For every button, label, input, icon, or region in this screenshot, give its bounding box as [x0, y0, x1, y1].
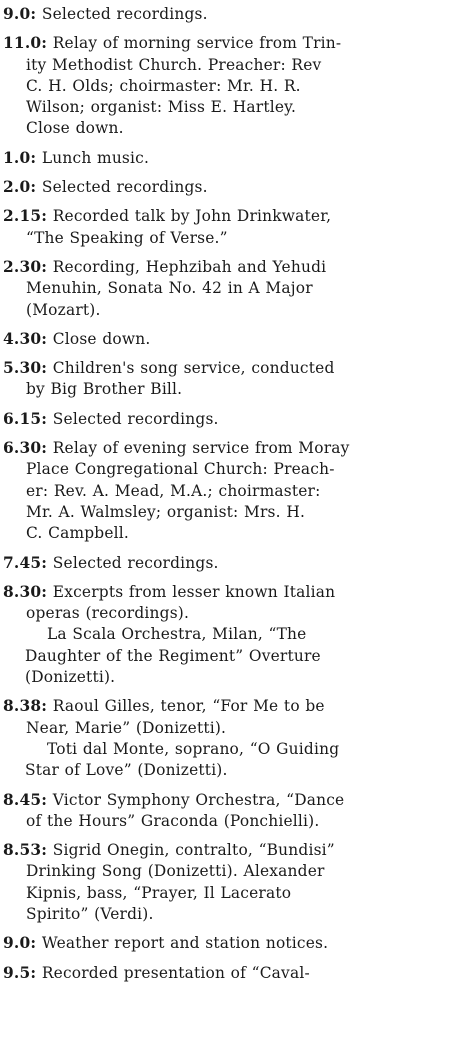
entry-line: Spirito” (Verdi).: [26, 904, 154, 923]
entry-line: Children's song service, conducted: [52, 359, 335, 378]
subitem-line: Star of Love” (Donizetti).: [25, 761, 228, 780]
subitem-line: Daughter of the Regiment” Overture: [25, 646, 321, 665]
entry-line: (Mozart).: [26, 300, 101, 319]
entry-line: by Big Brother Bill.: [26, 380, 183, 399]
programme-entry: [3, 582, 458, 688]
entry-time: 2.0:: [3, 178, 37, 197]
programme-entry: [3, 438, 458, 544]
entry-time: 2.15:: [3, 207, 48, 226]
programme-entry: [3, 33, 458, 139]
entry-line: Near, Marie” (Donizetti).: [26, 718, 227, 737]
entry-line: C. H. Olds; choirmaster: Mr. H. R.: [26, 76, 301, 95]
entry-line: operas (recordings).: [26, 604, 190, 623]
entry-time: 8.45:: [3, 790, 48, 809]
entry-line: ity Methodist Church. Preacher: Rev: [26, 55, 322, 74]
entry-time: 9.5:: [3, 963, 37, 982]
programme-entry: [3, 4, 458, 25]
entry-subitem: [25, 739, 458, 782]
entry-line: Close down.: [52, 329, 151, 348]
entry-line: Lunch music.: [41, 148, 150, 167]
entry-time: 9.0:: [3, 5, 37, 23]
entry-time: 7.45:: [3, 553, 48, 572]
programme-entry: [3, 177, 458, 198]
entry-line: Weather report and station notices.: [41, 934, 329, 953]
entry-line: Recording, Hephzibah and Yehudi: [52, 257, 327, 276]
entry-line: Relay of morning service from Trin-: [52, 34, 342, 53]
entry-line: Recorded presentation of “Caval-: [41, 963, 310, 982]
entry-line: Sigrid Onegin, contralto, “Bundisi”: [52, 841, 335, 860]
programme-entry: [3, 553, 458, 574]
entry-time: 5.30:: [3, 359, 48, 378]
subitem-line: La Scala Orchestra, Milan, “The: [47, 625, 307, 644]
subitem-line: Toti dal Monte, soprano, “O Guiding: [47, 739, 340, 758]
entry-line: Menuhin, Sonata No. 42 in A Major: [26, 279, 313, 298]
entry-line: Selected recordings.: [41, 5, 208, 23]
entry-time: 8.53:: [3, 841, 48, 860]
entry-line: Selected recordings.: [52, 553, 219, 572]
programme-entry: [3, 963, 458, 984]
programme-entry: [3, 329, 458, 350]
programme-entry: [3, 409, 458, 430]
entry-line: Drinking Song (Donizetti). Alexander: [26, 862, 325, 881]
entry-line: Raoul Gilles, tenor, “For Me to be: [52, 697, 325, 716]
programme-entry: [3, 257, 458, 321]
entry-line: C. Campbell.: [26, 524, 130, 543]
programme-entry: [3, 790, 458, 833]
entry-line: Selected recordings.: [52, 409, 219, 428]
entry-time: 9.0:: [3, 934, 37, 953]
programme-listing: [3, 4, 458, 992]
entry-line: Kipnis, bass, “Prayer, Il Lacerato: [26, 883, 292, 902]
entry-time: 6.30:: [3, 439, 48, 458]
programme-entry: [3, 840, 458, 925]
entry-line: of the Hours” Graconda (Ponchielli).: [26, 811, 320, 830]
entry-time: 2.30:: [3, 257, 48, 276]
entry-time: 4.30:: [3, 329, 48, 348]
programme-entry: [3, 148, 458, 169]
entry-time: 8.38:: [3, 697, 48, 716]
entry-time: 1.0:: [3, 148, 37, 167]
entry-line: “The Speaking of Verse.”: [26, 228, 228, 247]
entry-line: Place Congregational Church: Preach-: [26, 460, 335, 479]
programme-entry: [3, 933, 458, 954]
entry-line: Recorded talk by John Drinkwater,: [52, 207, 332, 226]
programme-entry: [3, 696, 458, 781]
entry-line: Victor Symphony Orchestra, “Dance: [52, 790, 345, 809]
entry-time: 11.0:: [3, 34, 48, 53]
subitem-line: (Donizetti).: [25, 668, 116, 687]
programme-entry: [3, 206, 458, 249]
entry-line: Wilson; organist: Miss E. Hartley.: [26, 98, 297, 117]
entry-line: Excerpts from lesser known Italian: [52, 582, 336, 601]
entry-line: Mr. A. Walmsley; organist: Mrs. H.: [26, 502, 306, 521]
entry-time: 8.30:: [3, 582, 48, 601]
entry-line: Selected recordings.: [41, 178, 208, 197]
programme-entry: [3, 358, 458, 401]
entry-line: Relay of evening service from Moray: [52, 439, 350, 458]
entry-time: 6.15:: [3, 409, 48, 428]
entry-line: er: Rev. A. Mead, M.A.; choirmaster:: [26, 481, 321, 500]
entry-line: Close down.: [26, 119, 124, 138]
entry-subitem: [25, 624, 458, 688]
